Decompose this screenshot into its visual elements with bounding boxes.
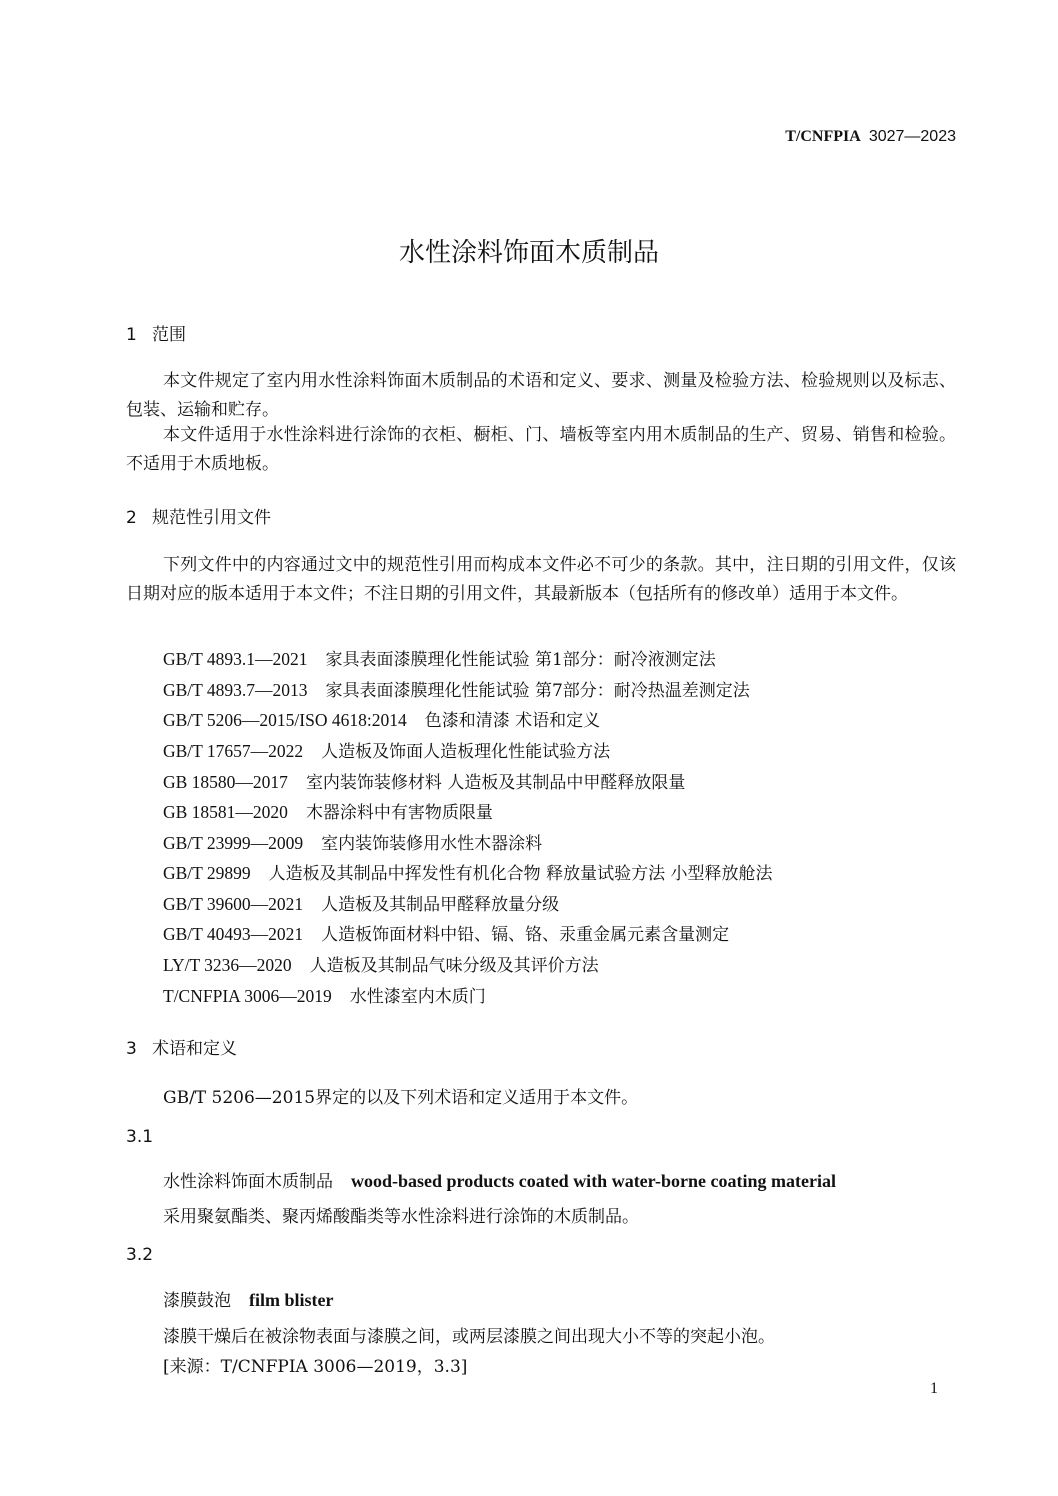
reference-item <box>163 920 729 945</box>
section-title: 术语和定义 <box>152 1039 237 1059</box>
reference-title: 水性漆室内木质门 <box>349 987 486 1007</box>
reference-code: GB/T 29899 <box>163 863 251 883</box>
term-definition: 漆膜干燥后在被涂物表面与漆膜之间，或两层漆膜之间出现大小不等的突起小泡。 <box>163 1327 775 1347</box>
reference-code: GB 18580—2017 <box>163 772 288 792</box>
term-name-en: wood-based products coated with water-borne coating material <box>351 1171 836 1191</box>
standard-code <box>785 128 956 146</box>
reference-code: GB/T 17657—2022 <box>163 741 304 761</box>
reference-title: 家具表面漆膜理化性能试验 第7部分：耐冷热温差测定法 <box>325 681 750 701</box>
reference-item <box>163 768 685 793</box>
reference-title: 室内装饰装修用水性木器涂料 <box>321 834 543 854</box>
reference-item <box>163 982 486 1007</box>
reference-title: 人造板及饰面人造板理化性能试验方法 <box>321 742 611 762</box>
reference-item <box>163 676 750 701</box>
reference-item <box>163 737 610 762</box>
standard-org: T/CNFPIA <box>785 128 861 145</box>
section-heading-normative-references <box>126 503 271 528</box>
terms-intro: GB/T 5206—2015界定的以及下列术语和定义适用于本文件。 <box>163 1088 639 1108</box>
reference-title: 色漆和清漆 术语和定义 <box>424 711 601 731</box>
page-number: 1 <box>930 1380 938 1397</box>
section-heading-scope <box>126 320 186 345</box>
term-entry <box>163 1286 333 1311</box>
reference-item <box>163 798 493 823</box>
reference-title: 人造板及其制品中挥发性有机化合物 释放量试验方法 小型释放舱法 <box>268 864 773 884</box>
term-entry <box>163 1167 836 1192</box>
standard-number: 3027—2023 <box>868 128 956 145</box>
reference-title: 室内装饰装修材料 人造板及其制品中甲醛释放限量 <box>305 773 686 793</box>
term-name-zh: 漆膜鼓泡 <box>163 1291 231 1311</box>
reference-item <box>163 829 542 854</box>
reference-code: GB 18581—2020 <box>163 802 288 822</box>
reference-code: GB/T 39600—2021 <box>163 894 304 914</box>
term-name-zh: 水性涂料饰面木质制品 <box>163 1172 333 1192</box>
reference-code: GB/T 5206—2015/ISO 4618:2014 <box>163 710 407 730</box>
reference-code: T/CNFPIA 3006—2019 <box>163 986 332 1006</box>
reference-item <box>163 890 559 915</box>
section-number: 3 <box>126 1039 137 1059</box>
reference-code: GB/T 4893.7—2013 <box>163 680 308 700</box>
section-title: 范围 <box>152 325 186 345</box>
scope-paragraph-2: 本文件适用于水性涂料进行涂饰的衣柜、橱柜、门、墙板等室内用木质制品的生产、贸易、销售和检验。不适用于木质地板。 <box>126 425 956 474</box>
reference-item <box>163 645 716 670</box>
term-number: 3.1 <box>126 1127 154 1147</box>
term-definition: 采用聚氨酯类、聚丙烯酸酯类等水性涂料进行涂饰的木质制品。 <box>163 1207 639 1227</box>
term-source: [来源：T/CNFPIA 3006—2019，3.3] <box>163 1357 468 1377</box>
reference-title: 人造板及其制品气味分级及其评价方法 <box>309 956 599 976</box>
reference-code: GB/T 40493—2021 <box>163 924 304 944</box>
reference-code: GB/T 4893.1—2021 <box>163 649 308 669</box>
reference-title: 人造板饰面材料中铅、镉、铬、汞重金属元素含量测定 <box>321 925 730 945</box>
scope-paragraph-1: 本文件规定了室内用水性涂料饰面木质制品的术语和定义、要求、测量及检验方法、检验规则以及标志、包装、运输和贮存。 <box>126 371 956 420</box>
references-intro-paragraph: 下列文件中的内容通过文中的规范性引用而构成本文件必不可少的条款。其中，注日期的引用文件，仅该日期对应的版本适用于本文件；不注日期的引用文件，其最新版本（包括所有的修改单）适用于本文件。 <box>126 555 956 604</box>
reference-item <box>163 859 772 884</box>
reference-title: 木器涂料中有害物质限量 <box>305 803 493 823</box>
section-number: 2 <box>126 508 137 528</box>
term-name-en: film blister <box>249 1290 334 1310</box>
section-heading-terms <box>126 1034 237 1059</box>
reference-title: 人造板及其制品甲醛释放量分级 <box>321 895 560 915</box>
reference-item <box>163 951 599 976</box>
section-number: 1 <box>126 325 137 345</box>
reference-title: 家具表面漆膜理化性能试验 第1部分：耐冷液测定法 <box>325 650 716 670</box>
reference-code: GB/T 23999—2009 <box>163 833 304 853</box>
reference-code: LY/T 3236—2020 <box>163 955 292 975</box>
term-number: 3.2 <box>126 1245 154 1265</box>
document-title: 水性涂料饰面木质制品 <box>398 238 659 268</box>
reference-item <box>163 706 600 731</box>
section-title: 规范性引用文件 <box>152 508 271 528</box>
